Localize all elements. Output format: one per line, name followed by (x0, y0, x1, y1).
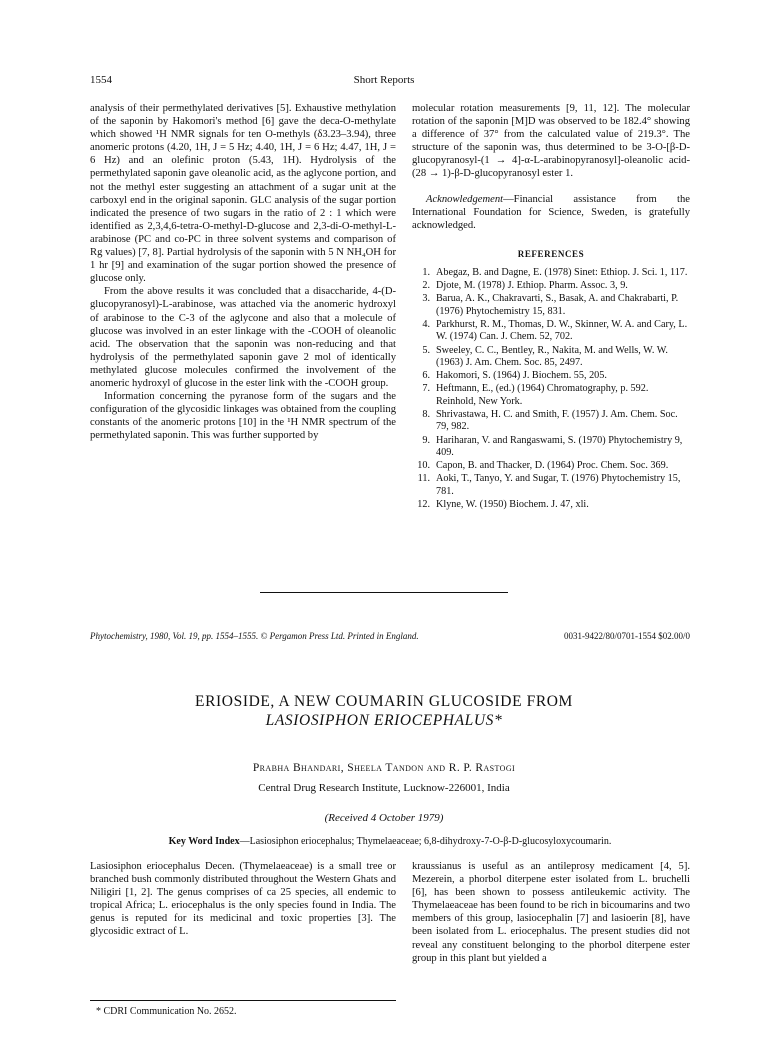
reference-number: 4. (422, 318, 430, 330)
body-paragraph: kraussianus is useful as an antileprosy medicament [4, 5]. Mezerein, a phorbol diterpene ester isolated from L. bruchelli [6], has been shown to possess antileukemic activity. The Thymelaeaceae has been found to be rich in bicoumarins and two members of this group, lasiocephalin [7] and lasioerin [8], have been isolated from L. eriocephalus. The present studies did not reveal any constituent belonging to the phorbol diterpene ester group in this plant but yielded a (412, 861, 690, 964)
reference-text: Capon, B. and Thacker, D. (1964) Proc. Chem. Soc. 369. (436, 460, 669, 472)
article-title (0, 692, 768, 730)
keyword-index (90, 836, 690, 847)
reference-number: 10. (417, 460, 430, 472)
keyword-label: Key Word Index (168, 836, 240, 847)
reference-number: 12. (417, 499, 430, 511)
article-code: 0031-9422/80/0701-1554 $02.00/0 (564, 631, 690, 641)
body-paragraph: Information concerning the pyranose form of the sugars and the configuration of the glycosidic linkages was obtained from the coupling constants of the anomeric protons [10] in the ¹H NMR spectrum of the permethylated saponin. This was further supported by (90, 391, 396, 442)
top-left-column (90, 102, 396, 442)
reference-text: Shrivastawa, H. C. and Smith, F. (1957) J. Am. Chem. Soc. 79, 982. (436, 408, 678, 433)
reference-item (412, 409, 690, 434)
reference-text: Heftmann, E., (ed.) (1964) Chromatography, p. 592. Reinhold, New York. (436, 383, 649, 407)
reference-number: 1. (422, 266, 430, 278)
reference-item (412, 293, 690, 318)
reference-item (412, 267, 690, 279)
reference-text: Parkhurst, R. M., Thomas, D. W., Skinner, W. A. and Cary, L. W. (1974) Can. J. Chem. 52, 702. (436, 318, 688, 343)
reference-item (412, 435, 690, 460)
affiliation: Central Drug Research Institute, Lucknow-226001, India (258, 782, 510, 794)
top-right-column (412, 102, 690, 512)
reference-text: Hakomori, S. (1964) J. Biochem. 55, 205. (436, 370, 607, 382)
authors: Prabha Bhandari, Sheela Tandon and R. P. Rastogi (252, 762, 516, 774)
acknowledgement-text: —Financial assistance from the International Foundation for Science, Sweden, is gratefully acknowledged. (412, 193, 690, 231)
footnote: * CDRI Communication No. 2652. (96, 1006, 237, 1017)
reference-number: 7. (422, 383, 430, 395)
reference-item (412, 460, 690, 472)
journal-citation: Phytochemistry, 1980, Vol. 19, pp. 1554–1555. © Pergamon Press Ltd. Printed in England. (90, 631, 419, 641)
reference-text: Abegaz, B. and Dagne, E. (1978) Sinet: Ethiop. J. Sci. 1, 117. (436, 266, 688, 278)
reference-number: 5. (422, 344, 430, 356)
reference-text: Barua, A. K., Chakravarti, S., Basak, A. and Chakrabarti, P. (1976) Phytochemistry 15, 831. (436, 293, 679, 317)
page-number: 1554 (90, 74, 112, 86)
running-header: Short Reports (353, 74, 415, 86)
references-heading: REFERENCES (517, 248, 585, 259)
intro-right-column (412, 860, 690, 965)
title-line-2: LASIOSIPHON ERIOCEPHALUS* (265, 712, 503, 729)
reference-text: Djote, M. (1978) J. Ethiop. Pharm. Assoc. 3, 9. (436, 280, 628, 292)
reference-text: Aoki, T., Tanyo, Y. and Sugar, T. (1976) Phytochemistry 15, 781. (436, 473, 681, 497)
reference-item (412, 473, 690, 498)
acknowledgement-label: Acknowledgement (426, 193, 504, 205)
reference-item (412, 370, 690, 382)
body-paragraph: Lasiosiphon eriocephalus Decen. (Thymelaeaceae) is a small tree or branched bush commonly distributed throughout the Western Ghats and Niligiri [1, 2]. The genus comprises of ca 25 species, all endemic to tropical Africa; L. eriocephalus is the only species found in India. The genus is reputed for its medicinal and toxic properties [3]. The glycosidic extract of L. (90, 861, 396, 938)
reference-item (412, 383, 690, 408)
body-paragraph: molecular rotation measurements [9, 11, 12]. The molecular rotation of the saponin [M]D was observed to be 182.4° showing a difference of 37° from the calculated value of 219.3°. The structure of the saponin was, thus determined to be 3-O-[β-D-glucopyranosyl-(1 → 4]-α-L-arabinopyranosyl]-oleanolic acid-(28 → 1)-β-D-glucopyranosyl ester 1. (412, 103, 690, 180)
acknowledgement (412, 193, 690, 232)
body-paragraph: analysis of their permethylated derivatives [5]. Exhaustive methylation of the saponin by Hakomori's method [6] gave the deca-O-methylate which showed ¹H NMR signals for ten O-methyls (δ3.23–3.94), three anomeric protons (4.20, 1H, J = 5 Hz; 4.40, 1H, J = 6 Hz; 4.47, 1H, J = 6 Hz) and an olefinic proton (5.43, 1H). Hydrolysis of the permethylated saponin gave oleanolic acid, as the aglycone portion, and not the methyl ester suggesting an attachment of a sugar unit at the carboxyl end in the original saponin. GLC analysis of the sugar portion indicated the presence of two sugars in the ratio of 2 : 1 which were identified as 2,3,4,6-tetra-O-methyl-D-glucose and 2,3-di-O-methyl-L-arabinose (PC and co-PC in three solvent systems and comparison of Rg values) [7, 8]. Partial hydrolysis of the saponin with 5 N NH₄OH for 1 hr [9] and examination of the sugar portion showed the presence of glucose only. (90, 103, 396, 285)
title-line-1: ERIOSIDE, A NEW COUMARIN GLUCOSIDE FROM (195, 693, 573, 710)
reference-text: Hariharan, V. and Rangaswami, S. (1970) Phytochemistry 9, 409. (436, 434, 683, 458)
reference-text: Klyne, W. (1950) Biochem. J. 47, xli. (436, 499, 589, 511)
reference-item (412, 345, 690, 370)
divider-rule (260, 592, 508, 593)
references-list (412, 267, 690, 511)
reference-item (412, 319, 690, 344)
reference-number: 6. (422, 370, 430, 382)
reference-item (412, 280, 690, 292)
body-paragraph: From the above results it was concluded that a disaccharide, 4-(D-glucopyranosyl)-L-arabinose, was attached via the anomeric hydroxyl of arabinose to the C-3 of the aglycone and also that a molecule of glucose was involved in an ester linkage with the -COOH of oleanolic acid. The observation that the saponin was non-reducing and that hydrolysis of the permethylated saponin gave 2 mol of identically methylated glucose molecules confirmed the involvement of the anomeric hydroxyl of glucose in the ester link with the -COOH group. (90, 286, 396, 389)
received-date: (Received 4 October 1979) (324, 812, 444, 824)
reference-number: 3. (422, 293, 430, 305)
reference-number: 11. (417, 473, 430, 485)
intro-left-column (90, 860, 396, 939)
reference-number: 9. (422, 434, 430, 446)
footnote-rule (90, 1000, 396, 1001)
reference-number: 8. (422, 408, 430, 420)
reference-text: Sweeley, C. C., Bentley, R., Nakita, M. and Wells, W. W. (1963) J. Am. Chem. Soc. 85, 2497. (436, 344, 668, 368)
keyword-text: —Lasiosiphon eriocephalus; Thymelaeaceae; 6,8-dihydroxy-7-O-β-D-glucosyloxycoumarin. (239, 836, 612, 847)
reference-number: 2. (422, 280, 430, 292)
reference-item (412, 499, 690, 511)
